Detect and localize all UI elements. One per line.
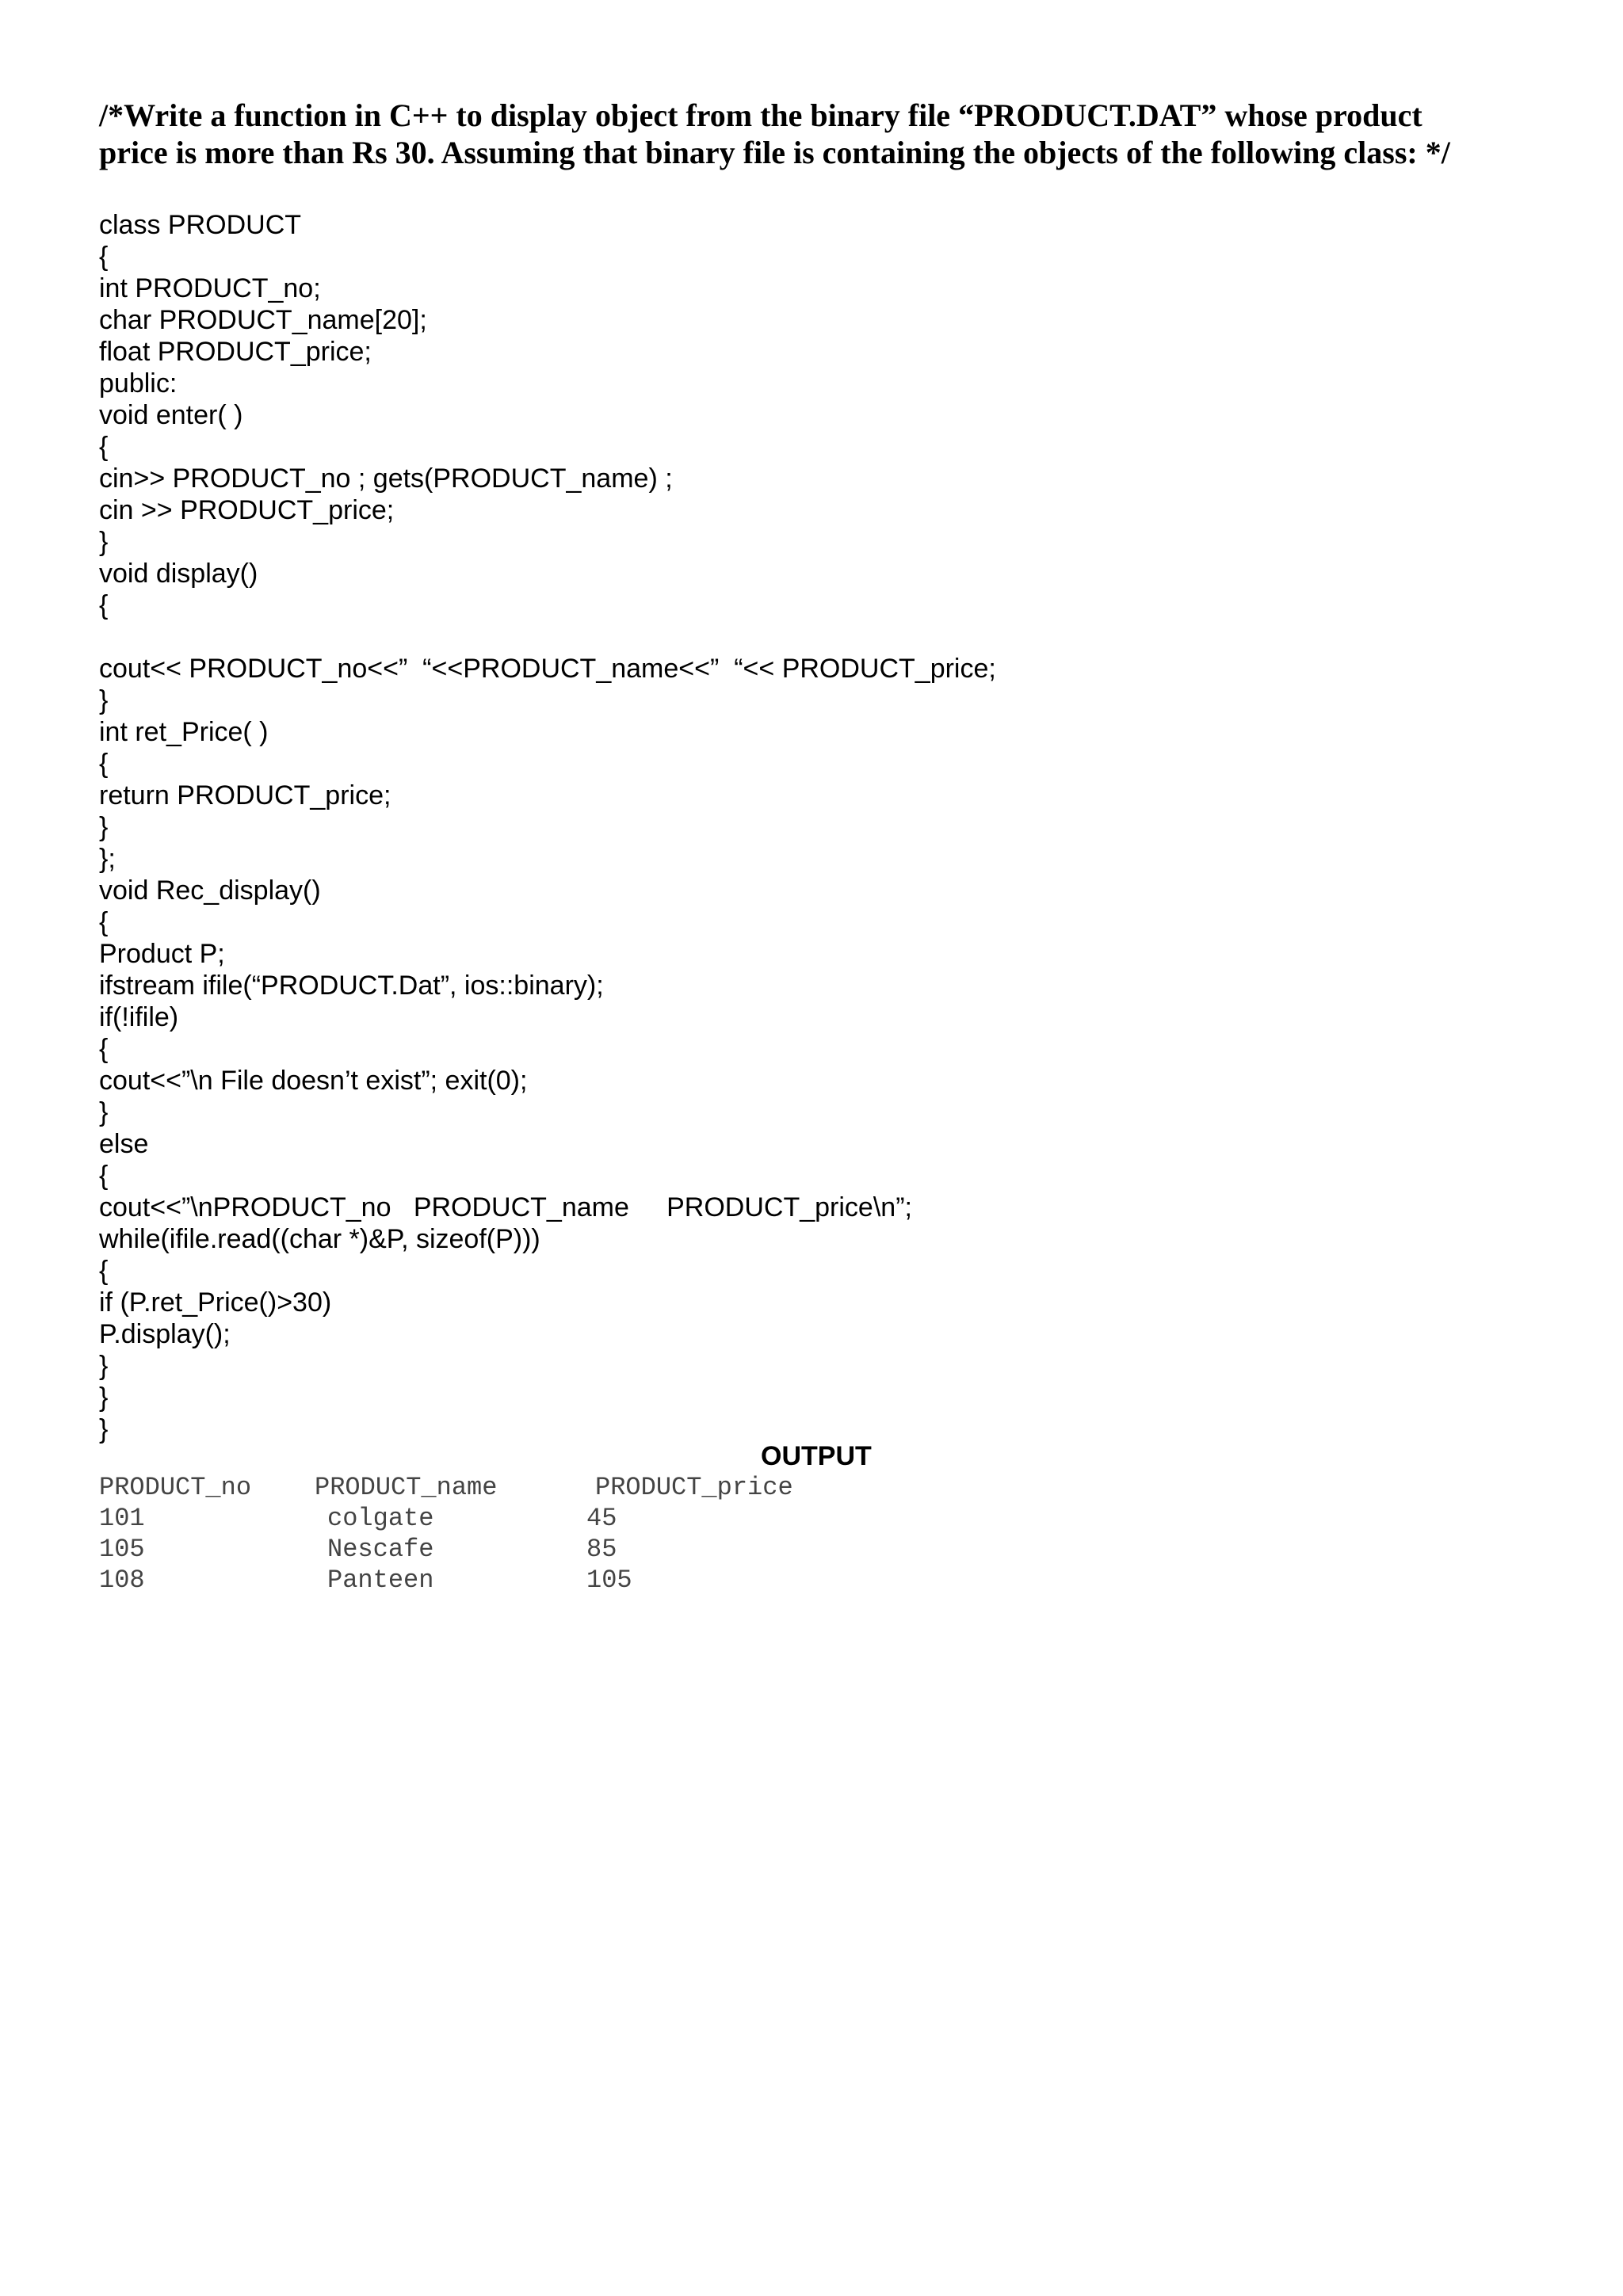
code-line: { [99,432,109,462]
output-row [99,1534,892,1565]
output-cell: 108 [99,1566,145,1595]
output-cell: Nescafe [327,1535,434,1564]
code-line: P.display(); [99,1319,231,1349]
question-heading [99,97,1573,171]
code-line: void Rec_display() [99,875,321,906]
code-line: } [99,685,109,715]
code-line: { [99,907,109,937]
code-line: { [99,1034,109,1064]
code-line: } [99,1383,109,1413]
code-line: else [99,1129,149,1159]
code-line: } [99,1097,109,1127]
code-line: { [99,1256,109,1286]
output-cell: 45 [586,1504,617,1533]
output-cell: 105 [99,1535,145,1564]
code-line: cout<<”\nPRODUCT_no PRODUCT_name PRODUCT_price\n”; [99,1192,912,1222]
code-line: cin>> PRODUCT_no ; gets(PRODUCT_name) ; [99,463,673,494]
code-line: void enter( ) [99,400,243,430]
code-line: cout<< PRODUCT_no<<” “<<PRODUCT_name<<” “<< PRODUCT_price; [99,654,996,684]
code-line: }; [99,844,116,874]
output-table [99,1472,892,1596]
output-header-cell: PRODUCT_name [315,1473,498,1502]
heading-line-1: /*Write a function in C++ to display object from the binary file “PRODUCT.DAT” whose product [99,97,1423,133]
output-cell: 85 [586,1535,617,1564]
code-line: char PRODUCT_name[20]; [99,305,427,335]
output-header-row [99,1472,892,1503]
code-line: float PRODUCT_price; [99,337,372,367]
code-line: public: [99,368,178,399]
code-line: cin >> PRODUCT_price; [99,495,395,525]
output-cell: 101 [99,1504,145,1533]
code-line: if (P.ret_Price()>30) [99,1287,332,1318]
code-line: int ret_Price( ) [99,717,269,747]
code-line: } [99,527,109,557]
code-line: Product P; [99,939,225,969]
heading-line-2: price is more than Rs 30. Assuming that binary file is containing the objects of the following class: */ [99,135,1450,170]
code-line: return PRODUCT_price; [99,780,391,810]
output-row [99,1565,892,1596]
code-line: if(!ifile) [99,1002,179,1032]
code-line: cout<<”\n File doesn’t exist”; exit(0); [99,1066,528,1096]
output-header-cell: PRODUCT_no [99,1473,252,1502]
code-line: { [99,1161,109,1191]
output-title: OUTPUT [761,1441,872,1471]
output-header-cell: PRODUCT_price [595,1473,793,1502]
code-line: void display() [99,559,258,589]
code-line: while(ifile.read((char *)&P, sizeof(P))) [99,1224,540,1254]
code-line: { [99,749,109,779]
output-cell: Panteen [327,1566,434,1595]
output-row [99,1503,892,1534]
code-line: } [99,1414,109,1444]
code-listing [99,209,996,1445]
output-cell: 105 [586,1566,632,1595]
code-line: int PRODUCT_no; [99,273,321,303]
code-line: } [99,812,109,842]
output-cell: colgate [327,1504,434,1533]
code-line: ifstream ifile(“PRODUCT.Dat”, ios::binary); [99,971,604,1001]
code-line: } [99,1351,109,1381]
code-line: class PRODUCT [99,210,302,240]
code-line: { [99,590,109,620]
code-line: { [99,242,109,272]
